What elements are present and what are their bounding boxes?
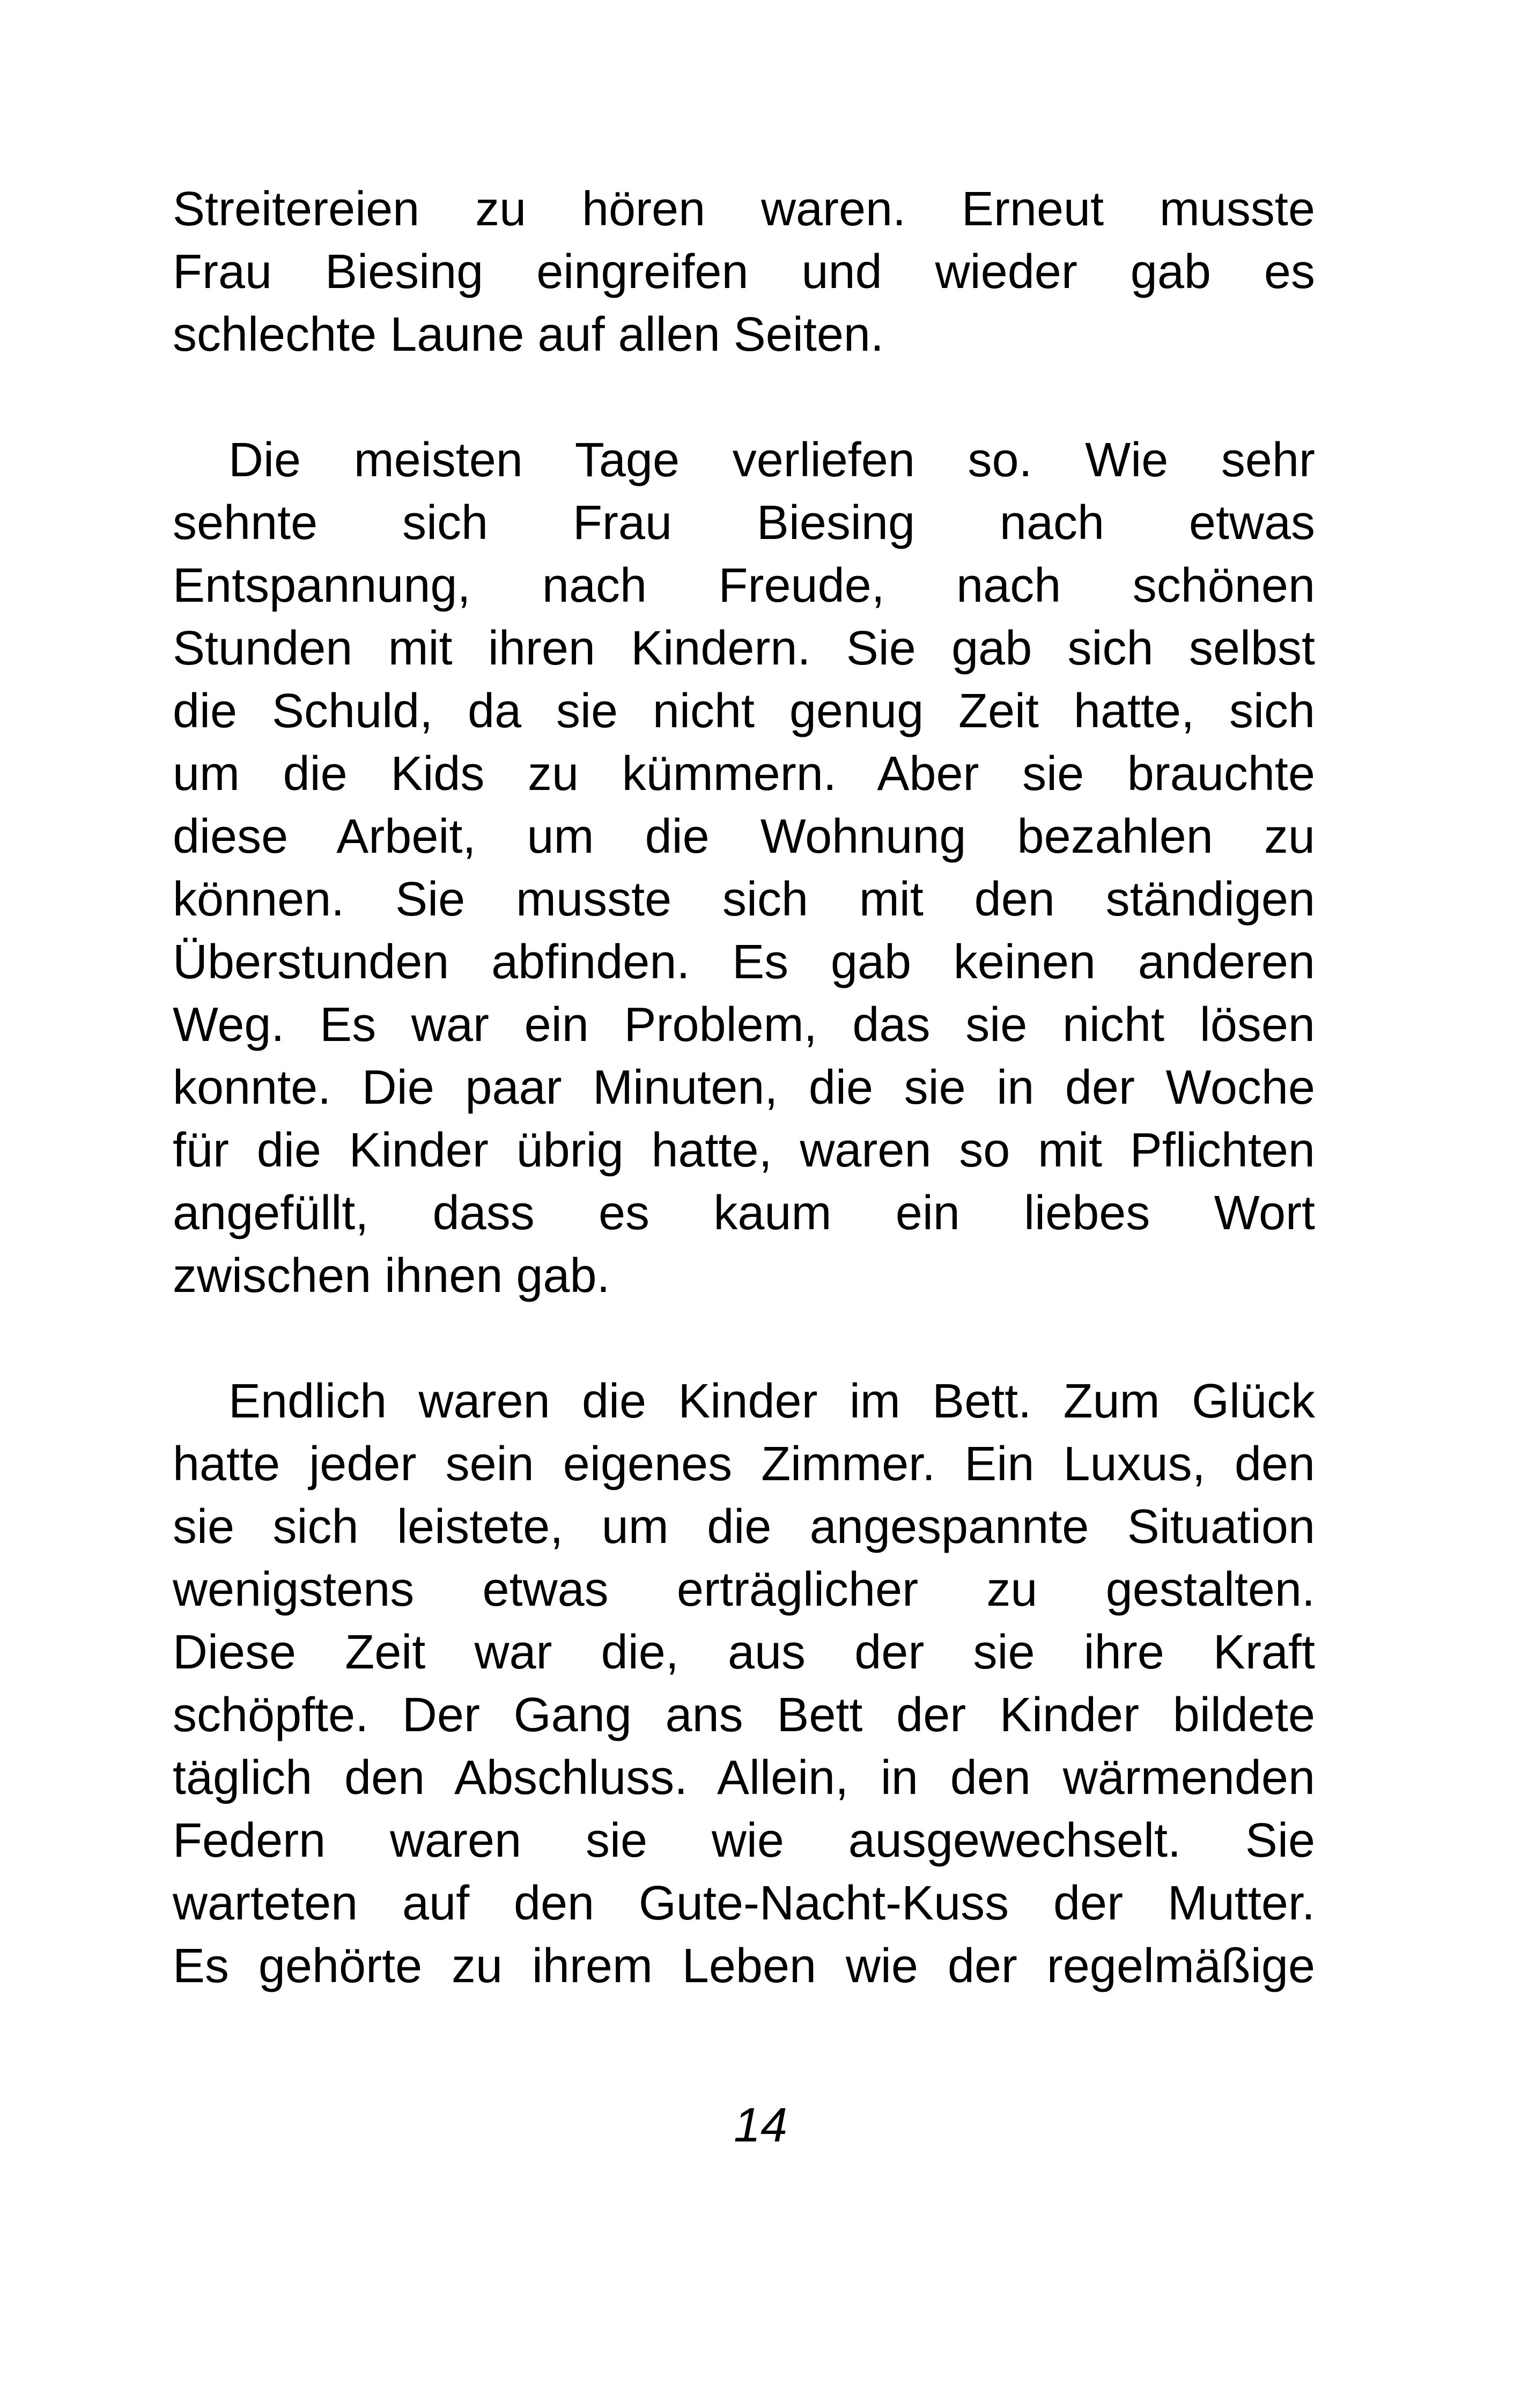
text-line: Stunden mit ihren Kindern. Sie gab sich selbst [173, 622, 1315, 675]
text-line: angefüllt, dass es kaum ein liebes Wort [173, 1186, 1315, 1240]
text-line: die Schuld, da sie nicht genug Zeit hatte, sich [173, 684, 1315, 738]
text-line: diese Arbeit, um die Wohnung bezahlen zu [173, 810, 1315, 863]
text-line: sehnte sich Frau Biesing nach etwas [173, 496, 1315, 550]
text-line: konnte. Die paar Minuten, die sie in der Woche [173, 1061, 1315, 1114]
text-line: sie sich leistete, um die angespannte Situation [173, 1500, 1315, 1554]
text-line: zwischen ihnen gab. [173, 1249, 610, 1303]
text-line: um die Kids zu kümmern. Aber sie brauchte [173, 747, 1315, 801]
text-line: täglich den Abschluss. Allein, in den wärmenden [173, 1751, 1315, 1805]
text-line: schlechte Laune auf allen Seiten. [173, 308, 884, 361]
text-line: Die meisten Tage verliefen so. Wie sehr [228, 433, 1315, 487]
text-line: Diese Zeit war die, aus der sie ihre Kraft [173, 1626, 1315, 1679]
text-line: Entspannung, nach Freude, nach schönen [173, 559, 1315, 612]
body-text [173, 178, 1315, 1998]
text-line: wenigstens etwas erträglicher zu gestalten. [173, 1563, 1315, 1616]
text-line: Weg. Es war ein Problem, das sie nicht lösen [173, 998, 1315, 1052]
text-line: Endlich waren die Kinder im Bett. Zum Glück [228, 1375, 1315, 1428]
paragraph [173, 1370, 1315, 1998]
page-number: 14 [733, 2099, 788, 2152]
paragraph [173, 429, 1315, 1308]
text-line: Es gehörte zu ihrem Leben wie der regelmäßige [173, 1939, 1315, 1993]
text-line: für die Kinder übrig hatte, waren so mit Pflichten [173, 1124, 1315, 1177]
text-line: können. Sie musste sich mit den ständigen [173, 873, 1315, 926]
paragraph-gap [173, 366, 1315, 429]
text-line: Streitereien zu hören waren. Erneut musste [173, 182, 1315, 236]
text-line: hatte jeder sein eigenes Zimmer. Ein Luxus, den [173, 1437, 1315, 1491]
paragraph-gap [173, 1308, 1315, 1370]
text-line: Federn waren sie wie ausgewechselt. Sie [173, 1814, 1315, 1867]
text-line: schöpfte. Der Gang ans Bett der Kinder bildete [173, 1688, 1315, 1742]
text-line: Überstunden abfinden. Es gab keinen anderen [173, 935, 1315, 989]
text-line: warteten auf den Gute-Nacht-Kuss der Mutter. [173, 1877, 1315, 1930]
text-line: Frau Biesing eingreifen und wieder gab es [173, 245, 1315, 299]
paragraph [173, 178, 1315, 366]
